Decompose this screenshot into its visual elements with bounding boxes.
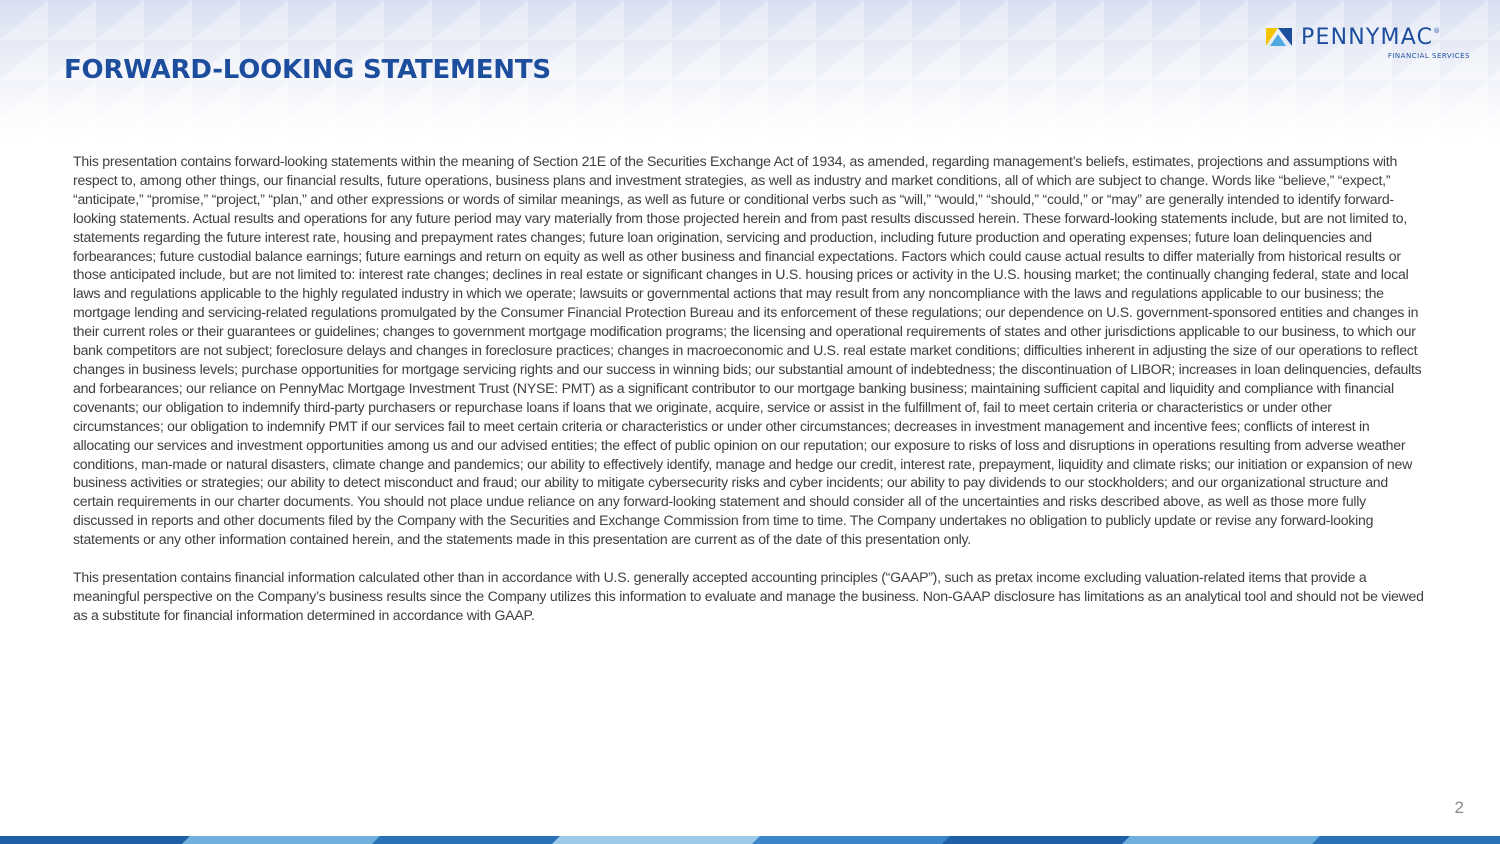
disclaimer-text <box>73 152 1425 625</box>
non-gaap-paragraph: This presentation contains financial information calculated other than in accordance with U.S. generally accepted accounting principles (“GAAP”), such as pretax income excluding valuation-related items that provide a meaningful perspective on the Company’s business results since the Company utilizes this information to evaluate and manage the business. Non-GAAP disclosure has limitations as an analytical tool and should not be viewed as a substitute for financial information determined in accordance with GAAP. <box>73 568 1424 623</box>
logo-tagline: FINANCIAL SERVICES <box>1387 52 1470 60</box>
forward-looking-paragraph: This presentation contains forward-looking statements within the meaning of Section 21E of the Securities Exchange Act of 1934, as amended, regarding management’s beliefs, estimates, projections and assumptions with respect to, among other things, our financial results, future operations, business plans and investment strategies, as well as industry and market conditions, all of which are subject to change. Words like “believe,” “expect,” “anticipate,” “promise,” “project,” “plan,” and other expressions or words of similar meanings, as well as future or conditional verbs such as “will,” “would,” “should,” “could,” or “may” are generally intended to identify forward-looking statements. Actual results and operations for any future period may vary materially from those projected herein and from past results discussed herein. These forward-looking statements include, but are not limited to, statements regarding the future interest rate, housing and prepayment rates changes; future loan origination, servicing and production, including future production and operating expenses; future loan delinquencies and forbearances; future custodial balance earnings; future earnings and return on equity as well as other business and financial expectations. Factors which could cause actual results to differ materially from historical results or those anticipated include, but are not limited to: interest rate changes; declines in real estate or significant changes in U.S. housing prices or activity in the U.S. housing market; the continually changing federal, state and local laws and regulations applicable to the highly regulated industry in which we operate; lawsuits or governmental actions that may result from any noncompliance with the laws and regulations applicable to our business; the mortgage lending and servicing-related regulations promulgated by the Consumer Financial Protection Bureau and its enforcement of these regulations; our dependence on U.S. government-sponsored entities and changes in their current roles or their guarantees or guidelines; changes to government mortgage modification programs; the licensing and operational requirements of states and other jurisdictions applicable to our business, to which our bank competitors are not subject; foreclosure delays and changes in foreclosure practices; changes in macroeconomic and U.S. real estate market conditions; difficulties inherent in adjusting the size of our operations to reflect changes in business levels; purchase opportunities for mortgage servicing rights and our success in winning bids; our substantial amount of indebtedness; the discontinuation of LIBOR; increases in loan delinquencies, defaults and forbearances; our reliance on PennyMac Mortgage Investment Trust (NYSE: PMT) as a significant contributor to our mortgage banking business; maintaining sufficient capital and liquidity and compliance with financial covenants; our obligation to indemnify third-party purchasers or repurchase loans if loans that we originate, acquire, service or assist in the fulfillment of, fail to meet certain criteria or characteristics or under other circumstances; our obligation to indemnify PMT if our services fail to meet certain criteria or characteristics or under other circumstances; decreases in investment management and incentive fees; conflicts of interest in allocating our services and investment opportunities among us and our advised entities; the effect of public opinion on our reputation; our exposure to risks of loss and disruptions in operations resulting from adverse weather conditions, man-made or natural disasters, climate change and pandemics; our ability to effectively identify, manage and hedge our credit, interest rate, prepayment, liquidity and climate risks; our initiation or expansion of new business activities or strategies; our ability to detect misconduct and fraud; our ability to mitigate cybersecurity risks and cyber incidents; our ability to pay dividends to our stockholders; and our organizational structure and certain requirements in our charter documents. You should not place undue reliance on any forward-looking statement and should consider all of the uncertainties and risks described above, as well as those more fully discussed in reports and other documents filed by the Company with the Securities and Exchange Commission from time to time. The Company undertakes no obligation to publicly update or revise any forward-looking statements or any other information contained herein, and the statements made in this presentation are current as of the date of this presentation only. <box>73 153 1422 548</box>
page-number: 2 <box>1454 798 1464 817</box>
slide-title: FORWARD-LOOKING STATEMENTS <box>64 55 551 85</box>
trademark-symbol: ® <box>1433 27 1441 35</box>
pennymac-logo <box>1266 25 1480 61</box>
footer-bar <box>0 836 1500 844</box>
logo-wordmark: PENNYMAC® <box>1301 25 1441 50</box>
pennymac-logo-icon <box>1266 28 1292 48</box>
